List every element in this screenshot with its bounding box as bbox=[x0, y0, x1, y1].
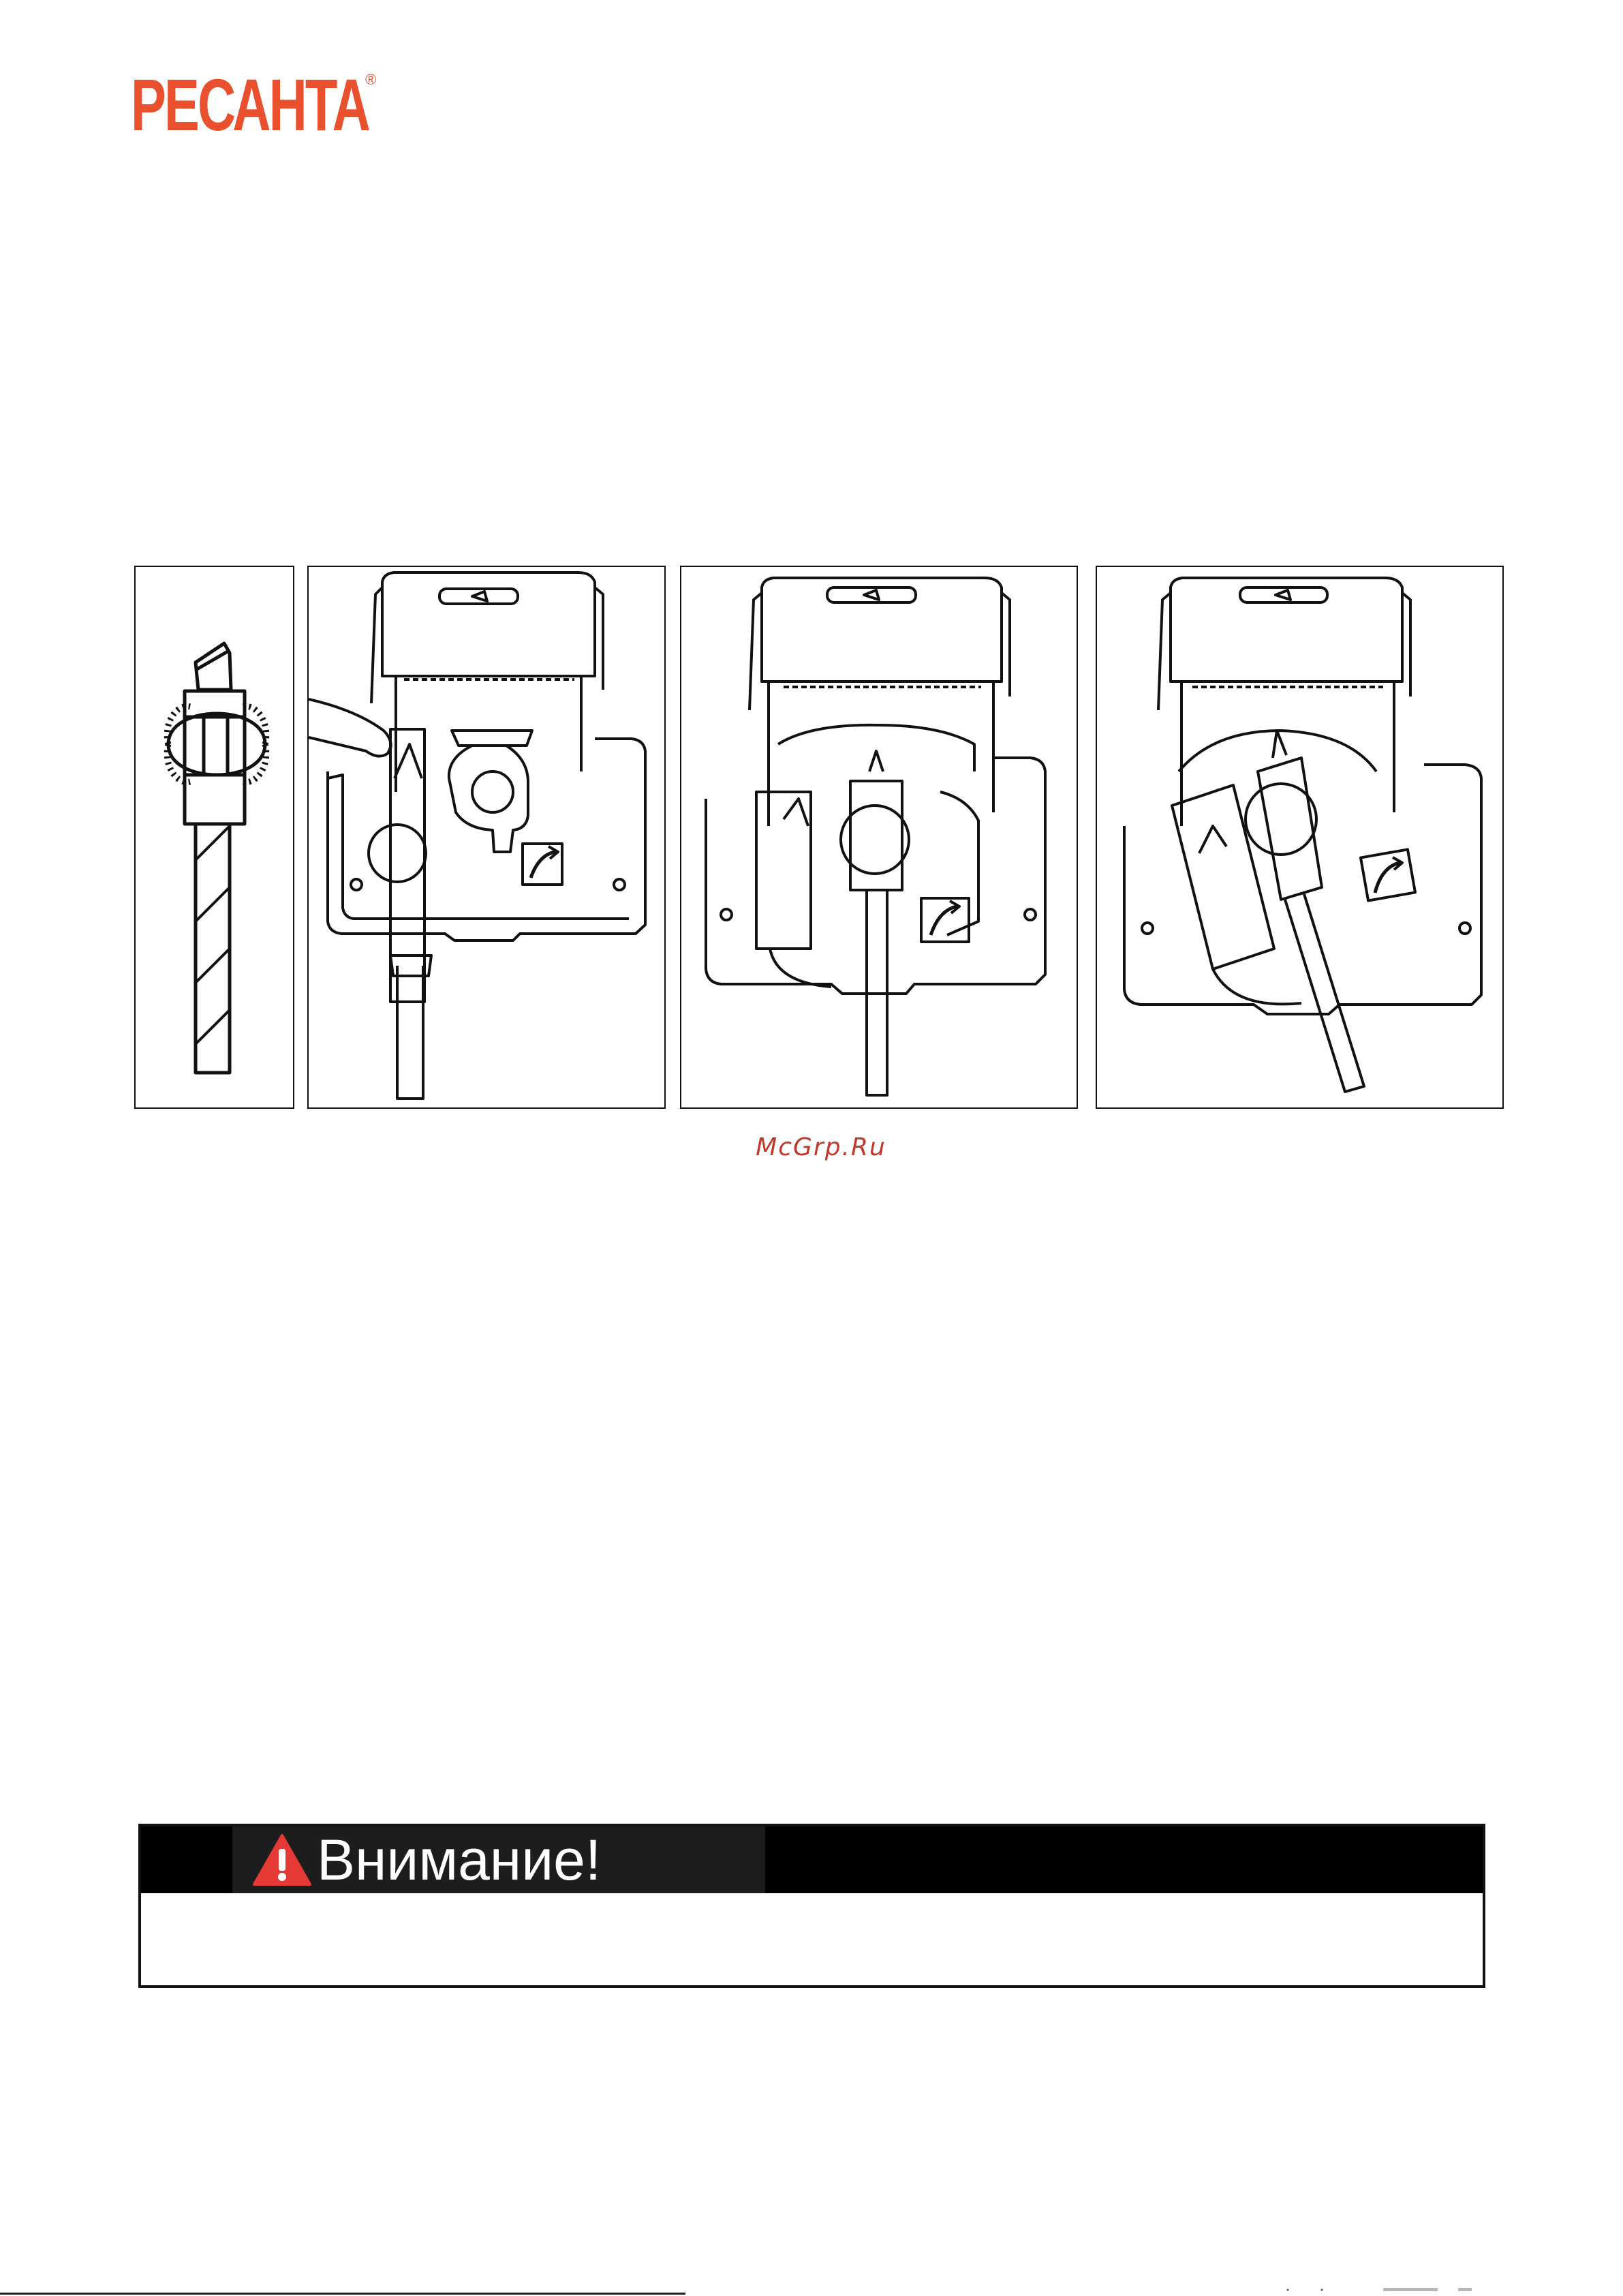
warning-tab bbox=[232, 1826, 765, 1893]
footer-rule bbox=[0, 2293, 685, 2295]
warning-triangle-icon bbox=[251, 1833, 313, 1887]
sharpener-step-3-illustration bbox=[1096, 566, 1504, 1109]
drill-bit-illustration bbox=[134, 566, 294, 1109]
warning-box bbox=[138, 1824, 1485, 1988]
warning-header bbox=[141, 1826, 1483, 1893]
sharpener-step-1-illustration bbox=[307, 566, 666, 1109]
brand-logo bbox=[131, 63, 461, 146]
footer-marks bbox=[1281, 2287, 1485, 2293]
brand-name: РЕСАНТА bbox=[131, 63, 369, 146]
warning-title: Внимание! bbox=[317, 1828, 602, 1892]
sharpener-step-2-illustration bbox=[680, 566, 1078, 1109]
registered-mark: ® bbox=[365, 71, 377, 88]
watermark: McGrp.Ru bbox=[756, 1133, 886, 1161]
